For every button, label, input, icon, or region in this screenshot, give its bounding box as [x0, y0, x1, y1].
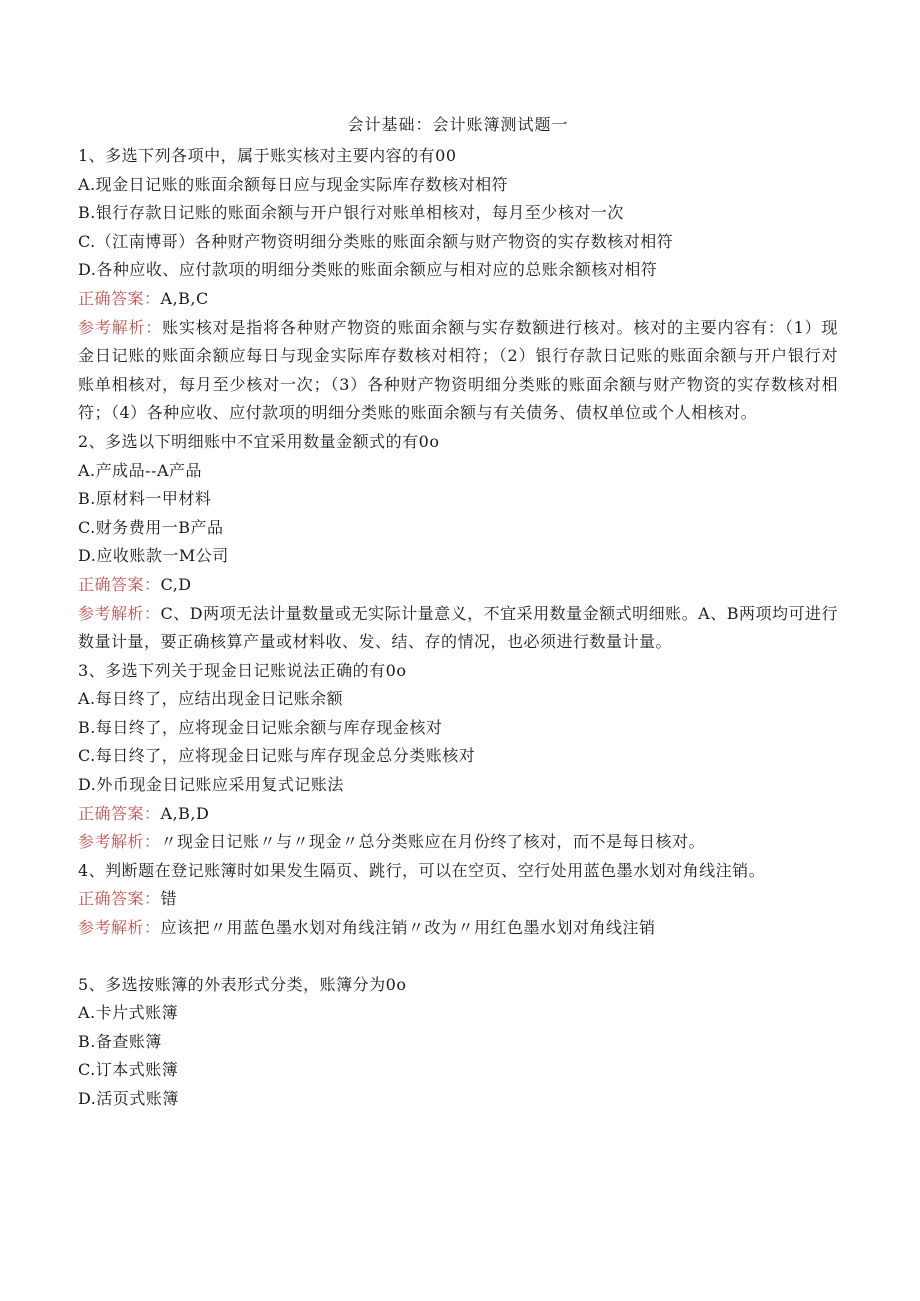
answer-line — [78, 800, 838, 829]
explanation — [78, 600, 838, 657]
option-b: B.每日终了，应将现金日记账余额与库存现金核对 — [78, 717, 443, 737]
explanation-text: 应该把〃用蓝色墨水划对角线注销〃改为〃用红色墨水划对角线注销 — [160, 918, 656, 938]
option-d: D.活页式账簿 — [78, 1089, 179, 1108]
option-b: B.备查账簿 — [78, 1031, 162, 1051]
option-a: A.卡片式账簿 — [78, 1003, 179, 1023]
option-d: D.各种应收、应付款项的明细分类账的账面余额应与相对应的总账余额核对相符 — [78, 260, 658, 280]
explanation-label: 参考解析： — [78, 832, 161, 852]
question-stem: 3、多选下列关于现金日记账说法正确的有0o — [78, 660, 407, 680]
question-stem: 5、多选按账簿的外表形式分类，账簿分为0o — [78, 974, 407, 994]
explanation-label: 参考解析： — [78, 918, 161, 938]
answer-label: 正确答案： — [78, 288, 161, 308]
option-d: D.外币现金日记账应采用复式记账法 — [78, 775, 344, 795]
option-c: C.每日终了，应将现金日记账与库存现金总分类账核对 — [78, 746, 476, 766]
option-a: A.现金日记账的账面余额每日应与现金实际库存数核对相符 — [78, 174, 509, 194]
answer-value: 错 — [160, 889, 178, 909]
explanation-text: C、D两项无法计量数量或无实际计量意义，不宜采用数量金额式明细账。A、B两项均可进行数量计量，要正确核算产量或材料收、发、结、存的情况，也必须进行数量计量。 — [78, 603, 838, 652]
page-title: 会计基础：会计账簿测试题一 — [347, 115, 569, 134]
option-c: C.财务费用一B产品 — [78, 517, 224, 537]
question-stem: 4、判断题在登记账簿时如果发生隔页、跳行，可以在空页、空行处用蓝色墨水划对角线注销。 — [78, 860, 766, 880]
question-stem: 2、多选以下明细账中不宜采用数量金额式的有0o — [78, 431, 440, 451]
answer-label: 正确答案： — [78, 889, 161, 909]
answer-value: A,B,C — [160, 288, 209, 308]
explanation — [78, 914, 838, 943]
question-2 — [78, 428, 838, 657]
explanation — [78, 828, 838, 857]
answer-line — [78, 571, 838, 600]
answer-label: 正确答案： — [78, 803, 161, 823]
question-stem: 1、多选下列各项中，属于账实核对主要内容的有00 — [78, 146, 457, 165]
explanation-text: 账实核对是指将各种财产物资的账面余额与实存数额进行核对。核对的主要内容有：（1）现金日记账的账面余额应每日与现金实际库存数核对相符；（2）银行存款日记账的账面余额与开户银行对账单相核对，每月至少核对一次；（3）各种财产物资明细分类账的账面余额与财产物资的实存数核对相符；（4）各种应收、应付款项的明细分类账的账面余额与有关债务、债权单位或个人相核对。 — [78, 317, 838, 423]
explanation-label: 参考解析： — [78, 603, 161, 623]
option-d: D.应收账款一M公司 — [78, 546, 229, 566]
blank-gap — [78, 943, 838, 971]
question-3 — [78, 657, 838, 857]
answer-line — [78, 885, 838, 914]
option-c: C.订本式账簿 — [78, 1060, 179, 1080]
explanation — [78, 314, 838, 428]
option-b: B.银行存款日记账的账面余额与开户银行对账单相核对，每月至少核对一次 — [78, 203, 624, 223]
answer-line — [78, 285, 838, 314]
explanation-label: 参考解析： — [78, 317, 163, 337]
explanation-text: 〃现金日记账〃与〃现金〃总分类账应在月份终了核对，而不是每日核对。 — [160, 832, 706, 852]
option-a: A.产成品--A产品 — [78, 460, 203, 480]
option-c: C.（江南博哥）各种财产物资明细分类账的账面余额与财产物资的实存数核对相符 — [78, 231, 674, 251]
question-1 — [78, 142, 838, 428]
question-4 — [78, 857, 838, 943]
option-a: A.每日终了，应结出现金日记账余额 — [78, 689, 344, 709]
answer-value: A,B,D — [160, 803, 210, 823]
question-5 — [78, 971, 838, 1114]
answer-label: 正确答案： — [78, 574, 161, 594]
option-b: B.原材料一甲材料 — [78, 489, 212, 509]
document-page — [78, 112, 838, 1114]
answer-value: C,D — [160, 574, 192, 594]
